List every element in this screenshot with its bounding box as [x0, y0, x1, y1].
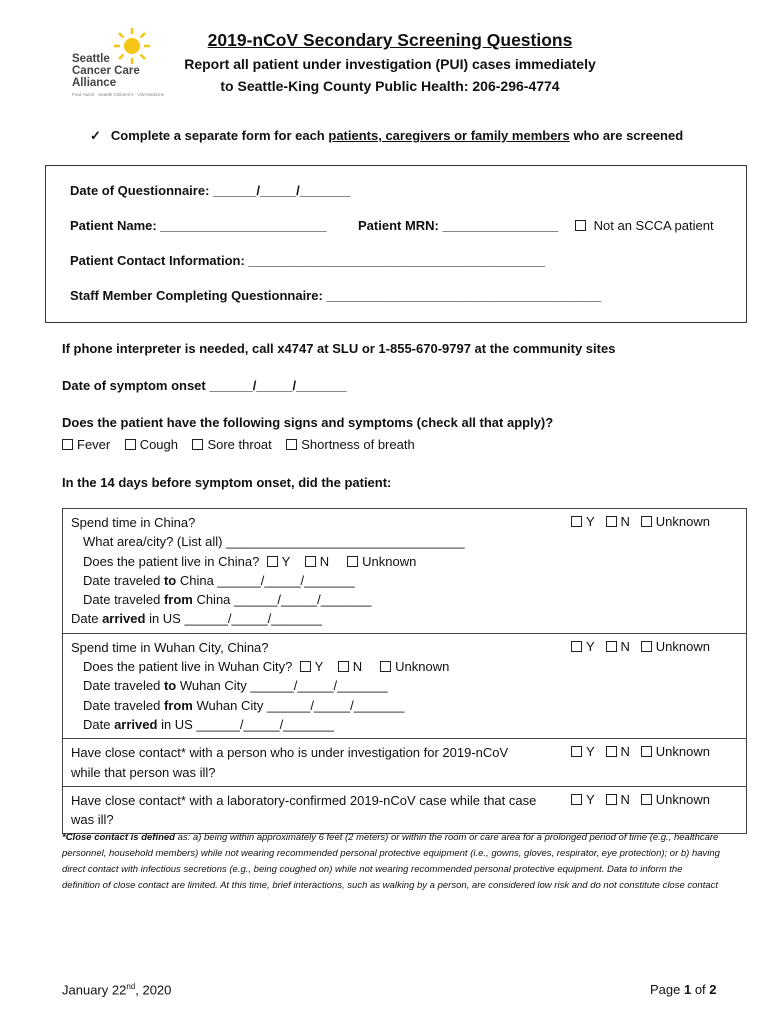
- symptoms-question: Does the patient have the following signs and symptoms (check all that apply)?: [62, 415, 554, 430]
- instruction-text: who are screened: [569, 128, 684, 143]
- checkbox-icon[interactable]: [286, 439, 297, 450]
- no-label: N: [319, 553, 330, 569]
- unknown-label: Unknown: [362, 553, 417, 569]
- scca-logo: [62, 26, 165, 102]
- row-question: Spend time in China?: [71, 515, 196, 530]
- footnote-text: as: a) being within approximately 6 feet (2 meters) or within the room or care area for a prolonged period of time (e.g., healthcare personnel, household members) while not wearing recommended personal protective equipment (i.e., gowns, gloves, respirator, eye protection); or b) having direct contact with infectious secretions (e.g., being coughed on) while not wearing recommended personal protective equipment. Data to inform the definition of close contact are limited. At this time, brief interactions, such as walking by a person, are considered low risk and do not constitute close contact: [62, 832, 720, 891]
- symptom-checkbox-sore-throat[interactable]: [192, 437, 271, 452]
- checkbox-icon[interactable]: [641, 746, 652, 757]
- unknown-label: Unknown: [655, 791, 710, 807]
- page-current: 1: [683, 982, 692, 997]
- date-superscript: nd: [126, 982, 136, 991]
- unknown-label: Unknown: [655, 514, 710, 529]
- checkbox-icon[interactable]: [571, 641, 582, 652]
- checkbox-icon[interactable]: [641, 641, 652, 652]
- footnote-bold: *Close contact is defined: [62, 832, 175, 843]
- yes-label: Y: [586, 744, 595, 760]
- field-text: Wuhan City ______/_____/_______: [176, 678, 388, 694]
- yes-label: Y: [586, 791, 595, 807]
- patient-info-box: [45, 165, 747, 323]
- row-question: Spend time in Wuhan City, China?: [71, 639, 269, 655]
- yn-options: [571, 639, 710, 654]
- symptom-label: Fever: [77, 437, 111, 452]
- checkbox-icon[interactable]: [571, 516, 582, 527]
- page-total: 2: [709, 982, 717, 997]
- checkbox-icon[interactable]: [641, 516, 652, 527]
- document-date: [62, 982, 171, 997]
- checkbox-icon[interactable]: [606, 641, 617, 652]
- symptom-checkbox-shortness-of-breath[interactable]: [286, 437, 414, 452]
- symptom-checkbox-fever[interactable]: [62, 437, 110, 452]
- no-label: N: [620, 638, 630, 654]
- table-row-wuhan: [63, 633, 746, 738]
- checkbox-icon[interactable]: [575, 220, 586, 231]
- yes-label: Y: [586, 638, 595, 654]
- page-text: of: [691, 982, 710, 997]
- live-in-china: [71, 552, 738, 571]
- field-bold: to: [163, 572, 177, 588]
- field-text: in US ______/_____/_______: [145, 611, 322, 627]
- staff-member-field[interactable]: Staff Member Completing Questionnaire: ______________________________________: [70, 288, 602, 303]
- checkbox-icon[interactable]: [338, 661, 349, 672]
- yn-options: [571, 792, 710, 807]
- exposure-table: [62, 508, 747, 834]
- symptom-label: Cough: [139, 437, 178, 452]
- symptom-checkbox-cough[interactable]: [125, 437, 178, 452]
- yn-options: [571, 744, 710, 759]
- patient-contact-field[interactable]: Patient Contact Information: _________________________________________: [70, 253, 545, 268]
- field-bold: arrived: [102, 611, 146, 627]
- checkbox-icon[interactable]: [125, 439, 136, 450]
- checkbox-icon[interactable]: [347, 556, 358, 567]
- subtitle-line-2: to Seattle-King County Public Health: 206-296-4774: [220, 78, 560, 94]
- not-scca-checkbox[interactable]: [575, 218, 714, 233]
- checkbox-icon[interactable]: [192, 439, 203, 450]
- table-row-china: [63, 509, 746, 633]
- no-label: N: [352, 659, 363, 675]
- yes-label: Y: [281, 553, 291, 569]
- checkbox-icon[interactable]: [267, 556, 278, 567]
- yn-options: [571, 514, 710, 529]
- table-row-contact-pui: [63, 738, 746, 786]
- instruction-text: Complete a separate form for each: [110, 128, 329, 143]
- row-question: Have close contact* with a person who is under investigation for 2019-nCoV while that person was ill?: [71, 745, 509, 780]
- field-bold: to: [163, 678, 177, 694]
- date-traveled-to-field[interactable]: [71, 676, 738, 695]
- date-traveled-from-field[interactable]: [71, 590, 738, 609]
- field-text: Date: [71, 611, 103, 627]
- symptom-onset-field[interactable]: Date of symptom onset ______/_____/_______: [62, 378, 347, 393]
- checkbox-icon[interactable]: [571, 746, 582, 757]
- checkbox-icon[interactable]: [62, 439, 73, 450]
- field-text: Wuhan City ______/_____/_______: [192, 697, 405, 713]
- patient-name-field[interactable]: Patient Name: _______________________: [70, 218, 327, 233]
- field-text: Date traveled: [83, 697, 164, 713]
- yes-label: Y: [314, 659, 324, 675]
- table-row-contact-lab: [63, 786, 746, 834]
- no-label: N: [620, 514, 630, 529]
- live-question: Does the patient live in China?: [83, 553, 260, 569]
- checkbox-icon[interactable]: [641, 794, 652, 805]
- logo-line: Cancer Care: [72, 65, 140, 77]
- fourteen-days-question: In the 14 days before symptom onset, did the patient:: [62, 475, 392, 490]
- not-scca-label: Not an SCCA patient: [593, 218, 714, 233]
- unknown-label: Unknown: [395, 659, 450, 675]
- field-bold: from: [163, 697, 193, 713]
- checkbox-icon[interactable]: [571, 794, 582, 805]
- checkbox-icon[interactable]: [305, 556, 316, 567]
- logo-line: Alliance: [72, 77, 117, 89]
- field-text: China ______/_____/_______: [192, 592, 372, 608]
- row-question: Have close contact* with a laboratory-confirmed 2019-nCoV case while that case was ill?: [71, 792, 537, 828]
- date-arrived-field[interactable]: [71, 609, 738, 628]
- symptom-label: Sore throat: [207, 437, 272, 452]
- checkbox-icon[interactable]: [606, 746, 617, 757]
- interpreter-note: If phone interpreter is needed, call x4747 at SLU or 1-855-670-9797 at the community sites: [62, 341, 616, 356]
- unknown-label: Unknown: [655, 638, 710, 654]
- checkbox-icon[interactable]: [606, 516, 617, 527]
- field-text: Date traveled: [83, 572, 164, 588]
- page-text: Page: [650, 982, 684, 997]
- close-contact-footnote: [62, 830, 722, 894]
- checkbox-icon[interactable]: [300, 661, 311, 672]
- questionnaire-date-field[interactable]: Date of Questionnaire: ______/_____/_______: [70, 183, 351, 198]
- date-text: January 22: [62, 982, 127, 998]
- date-text: , 2020: [135, 982, 172, 998]
- date-arrived-field[interactable]: [71, 715, 738, 734]
- page-title: 2019-nCoV Secondary Screening Questions: [207, 30, 573, 50]
- symptom-label: Shortness of breath: [301, 437, 415, 452]
- no-label: N: [620, 744, 630, 760]
- logo-line: Seattle: [72, 53, 110, 65]
- date-traveled-to-field[interactable]: [71, 571, 738, 590]
- subtitle-line-1: Report all patient under investigation (PUI) cases immediately: [184, 56, 596, 72]
- logo-wordmark: [72, 53, 140, 89]
- logo-tagline: Fred Hutch · Seattle Children's · UW Medicine: [72, 92, 165, 97]
- no-label: N: [620, 791, 630, 807]
- field-text: Date traveled: [83, 678, 164, 694]
- field-text: in US ______/_____/_______: [157, 716, 334, 732]
- live-question: Does the patient live in Wuhan City?: [83, 659, 293, 675]
- patient-mrn-field[interactable]: Patient MRN: ________________: [358, 218, 559, 233]
- unknown-label: Unknown: [655, 744, 710, 760]
- field-text: China ______/_____/_______: [176, 572, 355, 588]
- field-text: Date: [83, 716, 115, 732]
- field-bold: arrived: [114, 716, 158, 732]
- instruction-line: [90, 128, 683, 144]
- field-text: Date traveled: [83, 592, 164, 608]
- page-number: [650, 982, 717, 997]
- checkbox-icon[interactable]: [380, 661, 391, 672]
- symptoms-options: [62, 437, 415, 452]
- checkmark-icon: ✓: [90, 128, 101, 143]
- instruction-underlined: patients, caregivers or family members: [328, 128, 570, 143]
- date-traveled-from-field[interactable]: [71, 696, 738, 715]
- live-in-wuhan: [71, 657, 738, 676]
- checkbox-icon[interactable]: [606, 794, 617, 805]
- yes-label: Y: [586, 514, 595, 529]
- area-city-field[interactable]: What area/city? (List all) _________________________________: [83, 534, 465, 550]
- field-bold: from: [163, 592, 193, 608]
